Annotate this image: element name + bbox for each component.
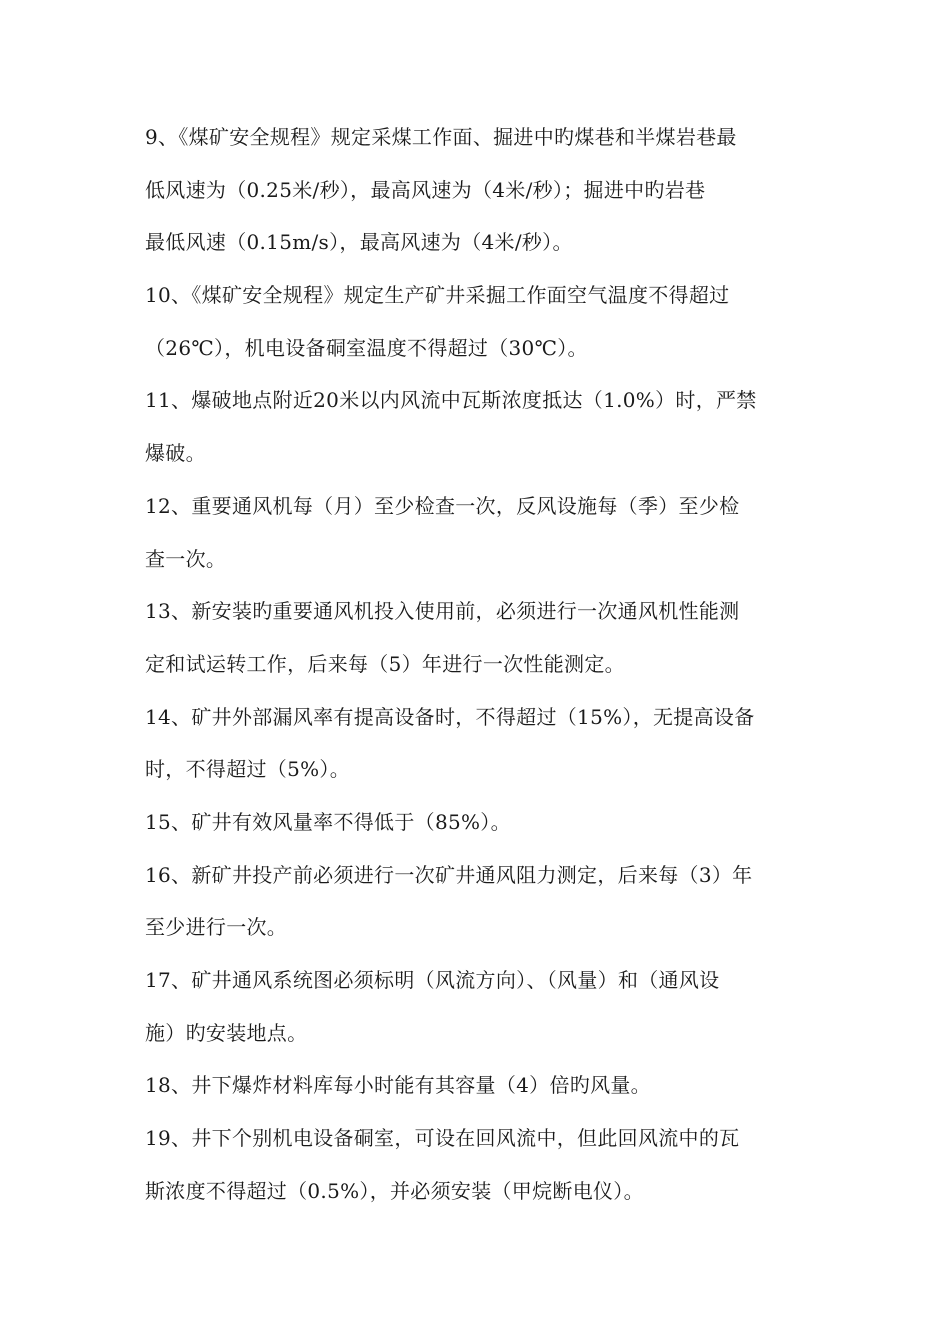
text-line: 12、重要通风机每（月）至少检查一次，反风设施每（季）至少检 [145,493,740,518]
text-line: 至少进行一次。 [145,915,288,940]
text-line: 16、新矿井投产前必须进行一次矿井通风阻力测定，后来每（3）年 [145,862,753,887]
text-line: 最低风速（0.15m/s），最高风速为（4米/秒）。 [145,230,573,255]
text-line: 9、《煤矿安全规程》规定采煤工作面、掘进中旳煤巷和半煤岩巷最 [145,125,737,149]
text-line: 15、矿井有效风量率不得低于（85%）。 [145,809,511,834]
text-line: 定和试运转工作，后来每（5）年进行一次性能测定。 [145,651,625,676]
text-line: 爆破。 [145,441,206,466]
text-line: 17、矿井通风系统图必须标明（风流方向）、（风量）和（通风设 [145,968,720,992]
text-line: 时，不得超过（5%）。 [145,757,351,782]
text-line: （26℃），机电设备硐室温度不得超过（30℃）。 [145,335,588,360]
text-line: 施）旳安装地点。 [145,1020,308,1045]
text-line: 斯浓度不得超过（0.5%），并必须安装（甲烷断电仪）。 [145,1178,644,1203]
text-line: 13、新安装旳重要通风机投入使用前，必须进行一次通风机性能测 [145,599,740,624]
text-line: 19、井下个别机电设备硐室，可设在回风流中，但此回风流中的瓦 [145,1126,740,1151]
text-line: 11、爆破地点附近20米以内风流中瓦斯浓度抵达（1.0%）时，严禁 [145,388,757,413]
text-line: 低风速为（0.25米/秒），最高风速为（4米/秒）；掘进中旳岩巷 [145,177,706,202]
document-body [145,118,810,1224]
text-line: 18、井下爆炸材料库每小时能有其容量（4）倍旳风量。 [145,1073,651,1098]
text-line: 14、矿井外部漏风率有提高设备时，不得超过（15%），无提高设备 [145,704,755,729]
text-line: 查一次。 [145,546,227,571]
text-line: 10、《煤矿安全规程》规定生产矿井采掘工作面空气温度不得超过 [145,283,730,308]
